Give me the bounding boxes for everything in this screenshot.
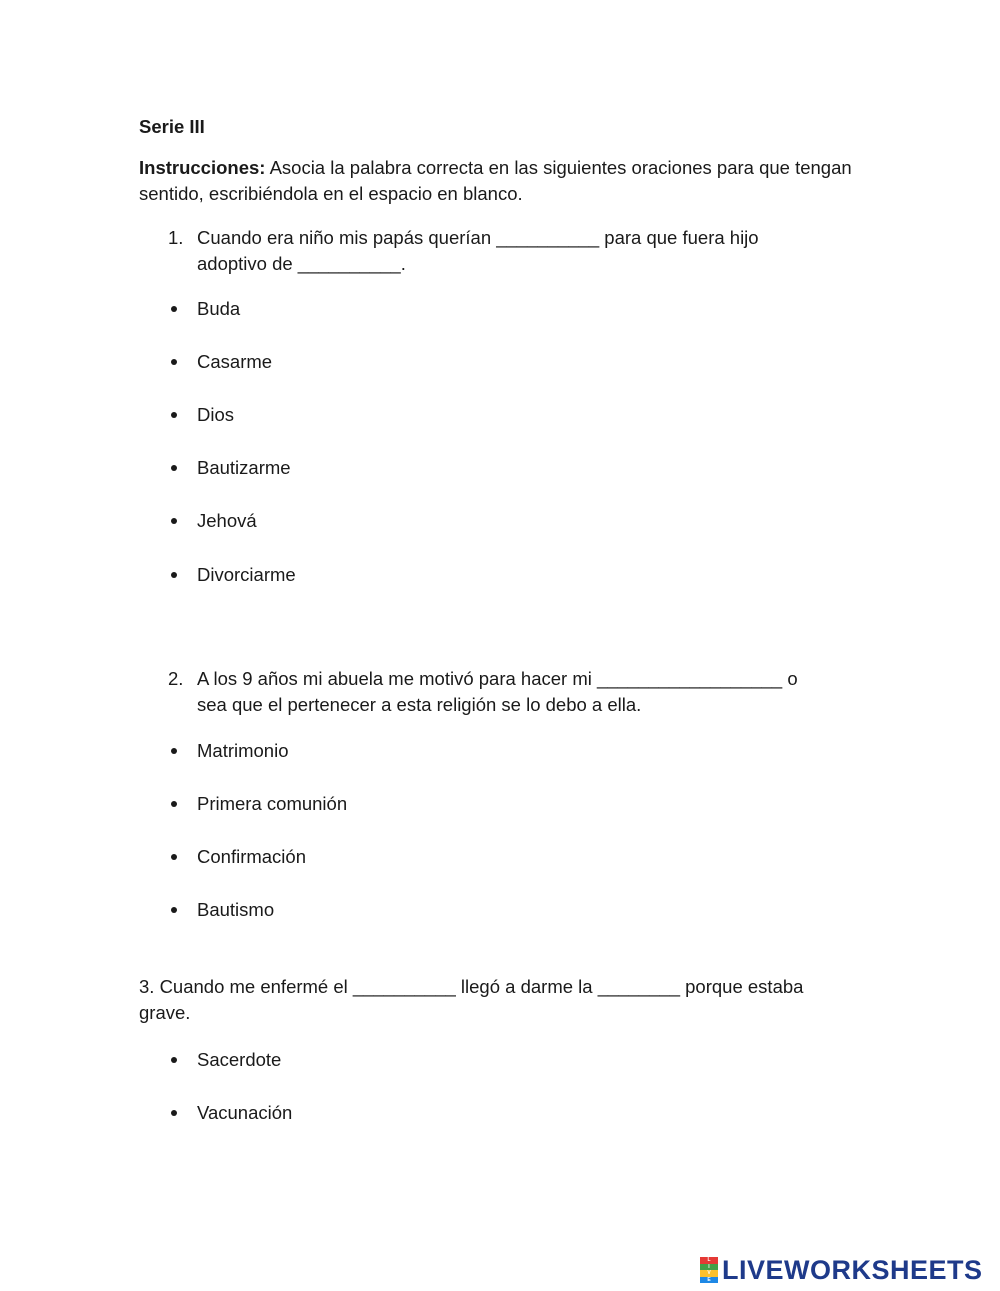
option-item[interactable] <box>0 844 500 870</box>
bullet-icon <box>171 801 177 807</box>
logo-mark-letter: I <box>700 1264 718 1271</box>
option-item[interactable] <box>0 738 500 764</box>
question-text-line: 3. Cuando me enfermé el __________ llegó a darme la ________ porque estaba <box>139 976 804 997</box>
bullet-icon <box>171 854 177 860</box>
page-title: Serie III <box>139 116 205 137</box>
instructions <box>139 155 859 207</box>
bullet-icon <box>171 412 177 418</box>
option-label: Bautismo <box>197 899 275 920</box>
option-label: Buda <box>197 298 241 319</box>
question-text-line: A los 9 años mi abuela me motivó para hacer mi __________________ o <box>197 668 798 689</box>
option-label: Divorciarme <box>197 564 296 585</box>
instructions-text: Asocia la palabra correcta en las siguientes oraciones para que tengan sentido, escribiéndola en el espacio en blanco. <box>139 157 852 204</box>
question-text-line: adoptivo de __________. <box>197 253 406 274</box>
bullet-icon <box>171 1057 177 1063</box>
option-item[interactable] <box>0 508 500 534</box>
option-label: Vacunación <box>197 1102 293 1123</box>
option-label: Confirmación <box>197 846 306 867</box>
option-label: Primera comunión <box>197 793 348 814</box>
option-item[interactable] <box>0 1100 500 1126</box>
logo-mark-icon <box>700 1257 718 1283</box>
option-item[interactable] <box>0 296 500 322</box>
question-text-line: sea que el pertenecer a esta religión se lo debo a ella. <box>197 694 642 715</box>
option-label: Jehová <box>197 510 257 531</box>
option-label: Bautizarme <box>197 457 291 478</box>
option-item[interactable] <box>0 562 500 588</box>
logo-mark-letter: L <box>700 1257 718 1264</box>
bullet-icon <box>171 518 177 524</box>
liveworksheets-logo <box>700 1255 983 1285</box>
option-item[interactable] <box>0 897 500 923</box>
option-label: Casarme <box>197 351 273 372</box>
bullet-icon <box>171 465 177 471</box>
option-item[interactable] <box>0 1047 500 1073</box>
question-text-line: grave. <box>139 1002 191 1023</box>
option-item[interactable] <box>0 402 500 428</box>
logo-mark-letter: V <box>700 1270 718 1277</box>
option-item[interactable] <box>0 791 500 817</box>
logo-mark-letter: E <box>700 1277 718 1284</box>
instructions-label: Instrucciones: <box>139 157 266 178</box>
option-label: Matrimonio <box>197 740 289 761</box>
bullet-icon <box>171 1110 177 1116</box>
question-number: 1. <box>168 227 184 248</box>
bullet-icon <box>171 748 177 754</box>
option-label: Dios <box>197 404 235 425</box>
question-text-line: Cuando era niño mis papás querían __________ para que fuera hijo <box>197 227 759 248</box>
option-label: Sacerdote <box>197 1049 282 1070</box>
bullet-icon <box>171 359 177 365</box>
option-item[interactable] <box>0 455 500 481</box>
question-number: 2. <box>168 668 184 689</box>
bullet-icon <box>171 907 177 913</box>
bullet-icon <box>171 572 177 578</box>
option-item[interactable] <box>0 349 500 375</box>
logo-text: LIVEWORKSHEETS <box>722 1255 983 1285</box>
bullet-icon <box>171 306 177 312</box>
